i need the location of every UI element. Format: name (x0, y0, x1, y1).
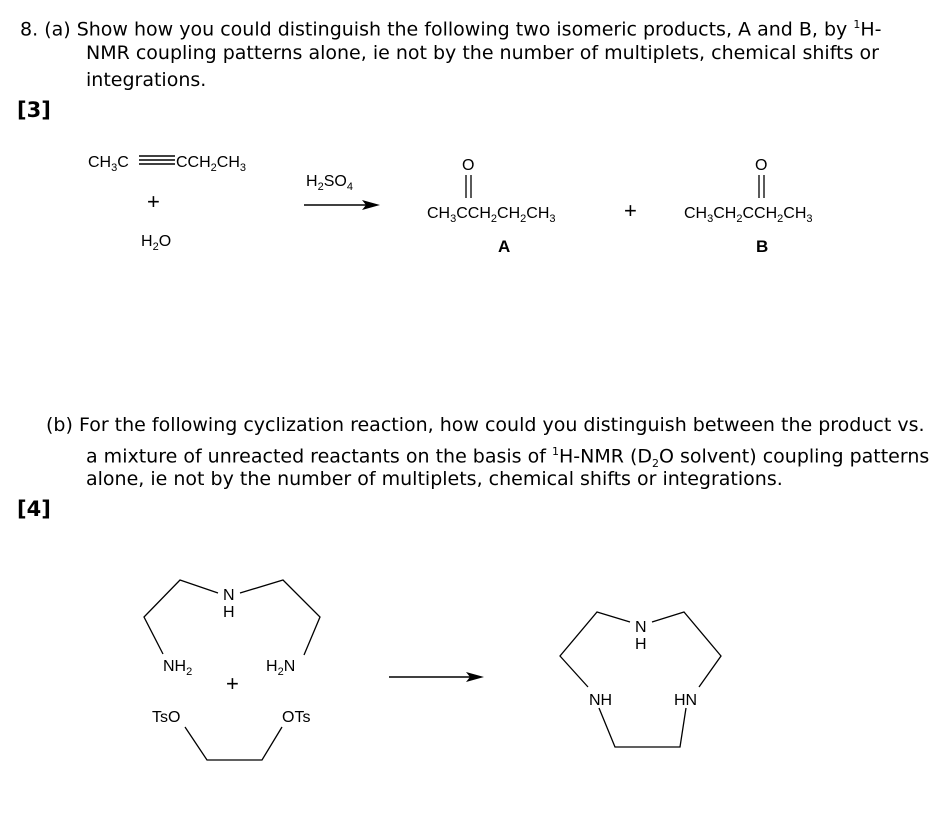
question-a-superscript: 1 (853, 18, 861, 31)
product-a-formula: $CH_3CCH_2CH_2CH_3$ (427, 205, 556, 225)
question-a-text-1: Show how you could distinguish the following two isomeric products, A and B, by (76, 18, 854, 41)
question-b-marks: [4] (17, 497, 51, 521)
triamine-nh2-left: $NH_2$ (163, 658, 193, 678)
product-a-oxygen: O (462, 157, 475, 174)
product-b (684, 157, 813, 256)
tosylate-left: TsO (152, 709, 181, 726)
question-a-line3: integrations. (86, 69, 207, 91)
triamine-h2n-right: $H_2N$ (266, 658, 296, 678)
ring-h: H (635, 636, 647, 653)
question-b-text-2b: H-NMR (D (558, 445, 653, 468)
product-b-oxygen: O (755, 157, 768, 174)
product-b-formula: $CH_3CH_2CCH_2CH_3$ (684, 205, 813, 225)
question-a-marks: [3] (17, 98, 51, 122)
ring-n: N (635, 619, 647, 636)
reaction-arrow-b (389, 672, 484, 682)
question-b-subscript: 2 (652, 457, 660, 471)
plus-sign-products: + (624, 198, 637, 223)
tosylate-right: OTs (282, 709, 311, 726)
question-b-superscript: 1 (551, 445, 559, 458)
question-b-part-label: (b) (46, 414, 73, 436)
alkyne-left-fragment: $CH_3C$ (88, 154, 129, 174)
reaction-arrow-a (304, 200, 380, 210)
ring-hn-right: HN (674, 692, 698, 709)
triamine-n: N (223, 587, 235, 604)
product-a (427, 157, 556, 256)
ditosylate-reactant (152, 709, 310, 760)
alkyne-reactant (88, 154, 246, 174)
question-b-line3: alone, ie not by the number of multiplets, chemical shifts or integrations. (86, 468, 783, 490)
plus-sign-a-reactants: + (147, 189, 160, 214)
question-a-line2: NMR coupling patterns alone, ie not by the number of multiplets, chemical shifts or (86, 42, 879, 64)
question-a-text-1-end: H- (860, 18, 882, 41)
product-b-label: B (756, 237, 769, 256)
plus-sign-b-reactants: + (226, 671, 239, 696)
question-a-part-label: (a) (44, 18, 71, 41)
sulfuric-acid-reagent: $H_2SO_4$ (306, 173, 353, 193)
triamine-reactant (144, 580, 320, 678)
question-b-text-1: For the following cyclization reaction, how could you distinguish between the product vs. (78, 414, 925, 436)
alkyne-right-fragment: $CCH_2CH_3$ (176, 154, 247, 174)
ring-nh-left: NH (589, 692, 613, 709)
water-reactant: $H_2O$ (141, 233, 172, 253)
question-b-text-2a: a mixture of unreacted reactants on the basis of (86, 445, 552, 468)
macrocycle-product (560, 612, 721, 747)
question-number: 8. (20, 18, 39, 41)
product-a-label: A (498, 237, 511, 256)
question-b-text-2c: O solvent) coupling patterns (659, 445, 930, 468)
triamine-h: H (223, 604, 235, 621)
